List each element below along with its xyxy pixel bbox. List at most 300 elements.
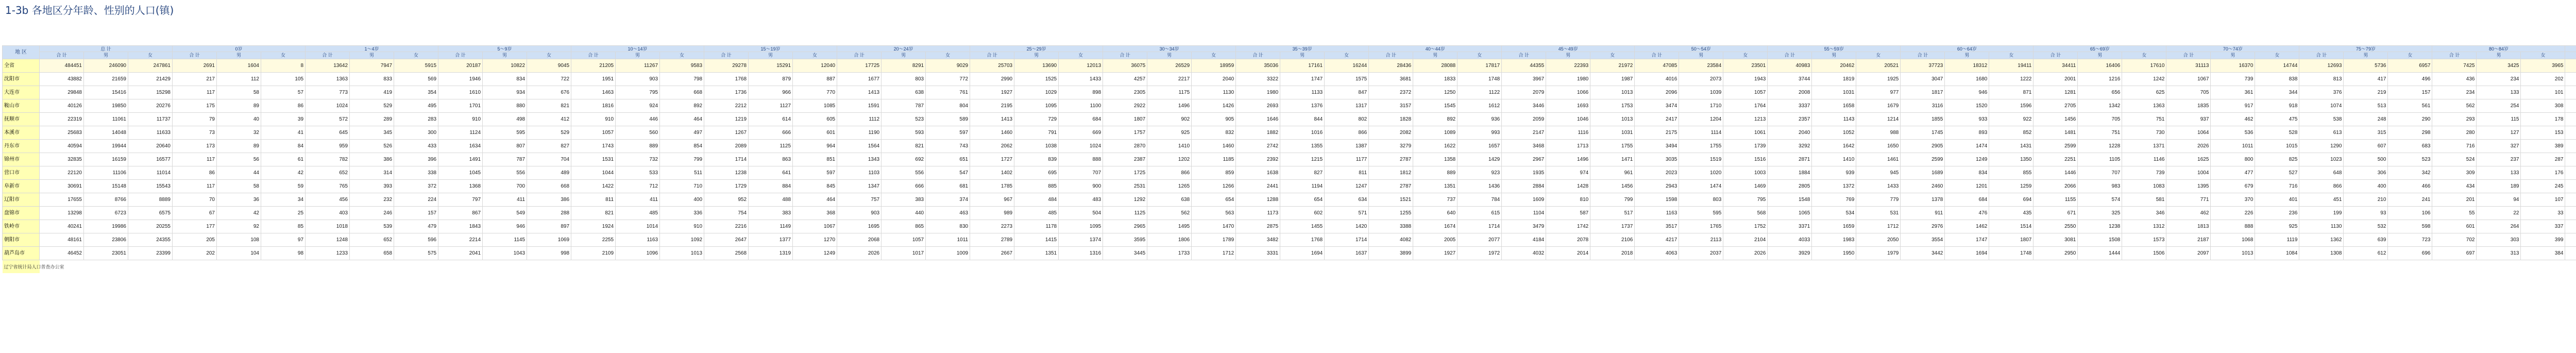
table-cell: 1609 bbox=[1502, 193, 1546, 207]
age-group-header: 75～79岁 bbox=[2299, 46, 2432, 52]
table-cell: 1316 bbox=[1059, 247, 1103, 260]
table-cell: 702 bbox=[2432, 233, 2477, 247]
table-cell: 936 bbox=[1458, 113, 1502, 126]
table-cell: 1693 bbox=[1546, 99, 1590, 113]
table-cell: 241 bbox=[2388, 193, 2432, 207]
table-cell: 1238 bbox=[704, 166, 749, 180]
table-cell: 638 bbox=[1147, 193, 1192, 207]
sex-subheader: 女 bbox=[1723, 52, 1768, 59]
sex-subheader: 男 bbox=[84, 52, 128, 59]
table-cell: 67 bbox=[173, 207, 217, 220]
table-cell: 1248 bbox=[306, 233, 350, 247]
table-cell: 105 bbox=[261, 73, 306, 86]
table-cell: 1057 bbox=[1723, 86, 1768, 99]
table-cell: 1596 bbox=[1989, 99, 2033, 113]
sex-subheader: 合 计 bbox=[571, 52, 616, 59]
table-cell: 524 bbox=[2432, 153, 2477, 166]
table-cell bbox=[2565, 113, 2576, 126]
table-cell: 795 bbox=[1723, 193, 1768, 207]
table-cell: 399 bbox=[2521, 233, 2565, 247]
table-cell: 533 bbox=[616, 166, 660, 180]
table-cell: 1446 bbox=[2033, 166, 2078, 180]
table-cell: 1972 bbox=[1458, 247, 1502, 260]
table-cell: 1215 bbox=[1280, 153, 1325, 166]
table-cell: 1024 bbox=[306, 99, 350, 113]
table-cell: 327 bbox=[2477, 140, 2521, 153]
table-cell: 2175 bbox=[1635, 126, 1679, 140]
table-cell: 16370 bbox=[2211, 59, 2255, 73]
sex-subheader: 男 bbox=[2078, 52, 2122, 59]
table-cell: 1085 bbox=[793, 99, 837, 113]
age-group-header: 总 计 bbox=[40, 46, 173, 52]
table-cell: 1460 bbox=[1192, 140, 1236, 153]
table-cell: 2387 bbox=[1103, 153, 1147, 166]
table-cell: 811 bbox=[1325, 166, 1369, 180]
table-cell: 1350 bbox=[1989, 153, 2033, 166]
table-cell: 1084 bbox=[2255, 247, 2299, 260]
table-cell: 2097 bbox=[2166, 247, 2211, 260]
table-cell: 2950 bbox=[2033, 247, 2078, 260]
table-cell: 3929 bbox=[1768, 247, 1812, 260]
table-cell: 93 bbox=[2344, 207, 2388, 220]
table-cell: 232 bbox=[350, 193, 394, 207]
table-cell: 2599 bbox=[2033, 140, 2078, 153]
table-cell: 17610 bbox=[2122, 59, 2166, 73]
table-cell: 224 bbox=[394, 193, 438, 207]
table-cell: 16244 bbox=[1325, 59, 1369, 73]
table-cell: 117 bbox=[173, 180, 217, 193]
table-cell: 40241 bbox=[40, 220, 84, 233]
table-cell: 264 bbox=[2477, 220, 2521, 233]
table-cell: 1130 bbox=[1192, 86, 1236, 99]
table-cell: 346 bbox=[2122, 207, 2166, 220]
table-cell: 25 bbox=[261, 207, 306, 220]
table-cell: 7947 bbox=[350, 59, 394, 73]
table-cell: 639 bbox=[2344, 233, 2388, 247]
table-cell: 892 bbox=[660, 99, 704, 113]
table-cell: 1701 bbox=[438, 99, 483, 113]
table-cell: 15416 bbox=[84, 86, 128, 99]
table-cell: 658 bbox=[350, 247, 394, 260]
table-cell bbox=[2565, 140, 2576, 153]
table-cell: 386 bbox=[527, 193, 571, 207]
table-cell: 903 bbox=[837, 207, 882, 220]
table-cell: 694 bbox=[1989, 193, 2033, 207]
table-cell: 1491 bbox=[438, 153, 483, 166]
table-cell: 28436 bbox=[1369, 59, 1413, 73]
table-cell: 648 bbox=[2299, 166, 2344, 180]
table-cell: 1342 bbox=[2078, 99, 2122, 113]
table-cell bbox=[2565, 166, 2576, 180]
table-cell: 1812 bbox=[1369, 166, 1413, 180]
table-cell: 1057 bbox=[882, 233, 926, 247]
table-cell: 1983 bbox=[1812, 233, 1856, 247]
sex-subheader: 合 计 bbox=[1502, 52, 1546, 59]
table-cell: 289 bbox=[350, 113, 394, 126]
table-cell: 803 bbox=[882, 73, 926, 86]
table-cell: 536 bbox=[2211, 126, 2255, 140]
table-cell: 436 bbox=[2432, 73, 2477, 86]
table-cell: 1015 bbox=[2255, 140, 2299, 153]
table-cell: 892 bbox=[1413, 113, 1458, 126]
table-cell: 730 bbox=[2122, 126, 2166, 140]
table-cell: 804 bbox=[926, 99, 970, 113]
table-cell: 2691 bbox=[173, 59, 217, 73]
table-cell: 39 bbox=[261, 113, 306, 126]
table-cell: 2109 bbox=[571, 247, 616, 260]
table-cell: 732 bbox=[616, 153, 660, 166]
sex-subheader: 合 计 bbox=[1901, 52, 1945, 59]
table-cell: 668 bbox=[660, 86, 704, 99]
table-cell: 1882 bbox=[1236, 126, 1280, 140]
table-cell: 925 bbox=[1147, 126, 1192, 140]
table-cell: 1564 bbox=[837, 140, 882, 153]
sex-subheader: 女 bbox=[1989, 52, 2033, 59]
table-cell: 21205 bbox=[571, 59, 616, 73]
table-cell: 1695 bbox=[837, 220, 882, 233]
table-cell: 597 bbox=[926, 126, 970, 140]
table-cell: 3468 bbox=[1502, 140, 1546, 153]
table-cell: 280 bbox=[2432, 126, 2477, 140]
table-cell: 32 bbox=[217, 126, 261, 140]
sex-subheader: 女 bbox=[2255, 52, 2299, 59]
table-cell: 523 bbox=[2388, 153, 2432, 166]
sex-subheader: 女 bbox=[1325, 52, 1369, 59]
table-cell: 2040 bbox=[1768, 126, 1812, 140]
sex-subheader: 男 bbox=[2344, 52, 2388, 59]
table-cell: 707 bbox=[2078, 166, 2122, 180]
table-cell: 17725 bbox=[837, 59, 882, 73]
table-cell: 417 bbox=[2344, 73, 2388, 86]
table-cell: 1089 bbox=[1413, 126, 1458, 140]
table-cell: 3445 bbox=[1103, 247, 1147, 260]
table-cell: 1884 bbox=[1768, 166, 1812, 180]
table-cell: 2216 bbox=[704, 220, 749, 233]
sex-subheader: 男 bbox=[1014, 52, 1059, 59]
table-cell: 1745 bbox=[1901, 126, 1945, 140]
table-cell: 1727 bbox=[970, 153, 1014, 166]
table-cell: 574 bbox=[2078, 193, 2122, 207]
table-cell: 2875 bbox=[1236, 220, 1280, 233]
age-group-header: 50～54岁 bbox=[1635, 46, 1768, 52]
table-cell bbox=[2565, 193, 2576, 207]
table-cell: 1319 bbox=[749, 247, 793, 260]
table-cell: 946 bbox=[1945, 86, 1989, 99]
table-cell: 707 bbox=[1059, 166, 1103, 180]
table-cell: 199 bbox=[2299, 207, 2344, 220]
table-cell: 1011 bbox=[926, 233, 970, 247]
table-cell: 3554 bbox=[1901, 233, 1945, 247]
region-name: 铁岭市 bbox=[3, 220, 40, 233]
table-cell: 1433 bbox=[1059, 73, 1103, 86]
table-cell: 1694 bbox=[1280, 247, 1325, 260]
table-cell: 12040 bbox=[793, 59, 837, 73]
table-cell: 1127 bbox=[749, 99, 793, 113]
table-cell: 1119 bbox=[2255, 233, 2299, 247]
table-cell: 484451 bbox=[40, 59, 84, 73]
table-cell: 2217 bbox=[1147, 73, 1192, 86]
table-cell: 1312 bbox=[2122, 220, 2166, 233]
table-cell: 751 bbox=[2122, 113, 2166, 126]
table-cell: 1742 bbox=[1546, 220, 1590, 233]
table-cell: 374 bbox=[926, 193, 970, 207]
table-cell: 1785 bbox=[970, 180, 1014, 193]
table-cell: 692 bbox=[882, 153, 926, 166]
table-cell: 1531 bbox=[571, 153, 616, 166]
table-cell: 41 bbox=[261, 126, 306, 140]
table-cell: 101 bbox=[2521, 86, 2565, 99]
table-cell: 751 bbox=[2078, 126, 2122, 140]
age-group-header: 20～24岁 bbox=[837, 46, 970, 52]
table-cell: 563 bbox=[1192, 207, 1236, 220]
sex-subheader: 女 bbox=[2388, 52, 2432, 59]
table-row bbox=[3, 99, 2576, 113]
table-cell: 838 bbox=[2255, 73, 2299, 86]
table-cell: 1368 bbox=[438, 180, 483, 193]
table-cell: 539 bbox=[350, 220, 394, 233]
table-cell: 1351 bbox=[1413, 180, 1458, 193]
age-group-header: 80～84岁 bbox=[2432, 46, 2565, 52]
table-cell: 25683 bbox=[40, 126, 84, 140]
table-cell: 1233 bbox=[306, 247, 350, 260]
table-cell: 1029 bbox=[1014, 86, 1059, 99]
table-cell: 595 bbox=[1679, 207, 1723, 220]
table-cell: 705 bbox=[2166, 86, 2211, 99]
table-cell: 613 bbox=[2299, 126, 2344, 140]
table-cell: 911 bbox=[1901, 207, 1945, 220]
table-cell bbox=[2565, 59, 2576, 73]
table-cell: 2062 bbox=[970, 140, 1014, 153]
sex-subheader: 女 bbox=[527, 52, 571, 59]
sex-subheader: 男 bbox=[1546, 52, 1590, 59]
table-cell: 451 bbox=[2299, 193, 2344, 207]
table-cell: 16577 bbox=[128, 153, 173, 166]
table-cell: 1455 bbox=[1280, 220, 1325, 233]
table-cell: 106 bbox=[2388, 207, 2432, 220]
table-cell: 476 bbox=[1945, 207, 1989, 220]
table-cell: 1927 bbox=[1413, 247, 1458, 260]
table-cell: 245 bbox=[2521, 180, 2565, 193]
table-cell: 8 bbox=[261, 59, 306, 73]
table-cell: 1729 bbox=[704, 180, 749, 193]
table-cell: 867 bbox=[438, 207, 483, 220]
table-cell: 1413 bbox=[970, 113, 1014, 126]
table-cell: 15543 bbox=[128, 180, 173, 193]
table-cell: 683 bbox=[2388, 140, 2432, 153]
table-row bbox=[3, 207, 2576, 220]
table-cell: 2693 bbox=[1236, 99, 1280, 113]
table-cell: 757 bbox=[837, 193, 882, 207]
region-name: 沈阳市 bbox=[3, 73, 40, 86]
table-cell: 2805 bbox=[1768, 180, 1812, 193]
table-cell: 863 bbox=[749, 153, 793, 166]
table-cell: 1725 bbox=[1103, 166, 1147, 180]
table-cell: 17655 bbox=[40, 193, 84, 207]
table-cell: 1828 bbox=[1369, 113, 1413, 126]
table-cell: 2787 bbox=[1369, 153, 1413, 166]
table-cell: 1943 bbox=[1723, 73, 1768, 86]
table-cell: 937 bbox=[2166, 113, 2211, 126]
table-row bbox=[3, 140, 2576, 153]
table-cell: 560 bbox=[616, 126, 660, 140]
table-cell: 2976 bbox=[1901, 220, 1945, 233]
age-group-header: 25～29岁 bbox=[970, 46, 1103, 52]
table-cell: 4063 bbox=[1635, 247, 1679, 260]
table-cell: 1789 bbox=[1192, 233, 1236, 247]
table-cell: 634 bbox=[1325, 193, 1369, 207]
table-cell: 1064 bbox=[2166, 126, 2211, 140]
table-cell: 1843 bbox=[438, 220, 483, 233]
table-cell: 496 bbox=[2388, 73, 2432, 86]
table-cell: 595 bbox=[483, 126, 527, 140]
table-cell: 4016 bbox=[1635, 73, 1679, 86]
table-cell: 1807 bbox=[1989, 233, 2033, 247]
table-cell: 529 bbox=[350, 99, 394, 113]
table-cell: 712 bbox=[616, 180, 660, 193]
table-cell: 2026 bbox=[837, 247, 882, 260]
table-cell: 479 bbox=[394, 220, 438, 233]
table-cell: 1095 bbox=[1014, 99, 1059, 113]
table-cell: 1250 bbox=[1413, 86, 1458, 99]
table-cell: 1733 bbox=[1147, 247, 1192, 260]
table-cell: 483 bbox=[1059, 193, 1103, 207]
table-cell: 1935 bbox=[1502, 166, 1546, 180]
table-cell: 466 bbox=[2388, 180, 2432, 193]
table-cell: 11737 bbox=[128, 113, 173, 126]
table-row bbox=[3, 86, 2576, 99]
table-cell: 754 bbox=[704, 207, 749, 220]
table-cell: 36075 bbox=[1103, 59, 1147, 73]
table-row bbox=[3, 193, 2576, 207]
table-cell: 308 bbox=[2521, 99, 2565, 113]
table-cell: 2705 bbox=[2033, 99, 2078, 113]
table-cell: 342 bbox=[2388, 166, 2432, 180]
population-table bbox=[2, 45, 2576, 273]
table-cell: 354 bbox=[394, 86, 438, 99]
table-cell: 933 bbox=[1945, 113, 1989, 126]
table-cell: 1143 bbox=[1812, 113, 1856, 126]
table-cell: 527 bbox=[2255, 166, 2299, 180]
sex-subheader: 合 计 bbox=[2432, 52, 2477, 59]
table-cell: 893 bbox=[1945, 126, 1989, 140]
table-cell: 234 bbox=[2477, 73, 2521, 86]
table-cell: 1855 bbox=[1901, 113, 1945, 126]
table-cell: 33 bbox=[2521, 207, 2565, 220]
table-cell: 2392 bbox=[1236, 153, 1280, 166]
table-cell: 1213 bbox=[1723, 113, 1768, 126]
region-name: 本溪市 bbox=[3, 126, 40, 140]
table-cell: 716 bbox=[2255, 180, 2299, 193]
table-cell: 1238 bbox=[2078, 220, 2122, 233]
table-cell: 1422 bbox=[571, 180, 616, 193]
table-cell: 1092 bbox=[660, 233, 704, 247]
table-cell: 710 bbox=[660, 180, 704, 193]
table-cell: 23584 bbox=[1679, 59, 1723, 73]
table-cell: 598 bbox=[2388, 220, 2432, 233]
table-cell: 234 bbox=[2432, 86, 2477, 99]
table-cell: 2870 bbox=[1103, 140, 1147, 153]
table-cell: 697 bbox=[2432, 247, 2477, 260]
sex-subheader: 女 bbox=[1059, 52, 1103, 59]
table-cell: 1259 bbox=[1989, 180, 2033, 193]
table-cell: 810 bbox=[1546, 193, 1590, 207]
table-cell: 61 bbox=[261, 153, 306, 166]
table-cell: 568 bbox=[1723, 207, 1768, 220]
table-cell: 2943 bbox=[1635, 180, 1679, 193]
sex-subheader: 男 bbox=[1679, 52, 1723, 59]
table-cell: 1410 bbox=[1812, 153, 1856, 166]
region-name: 抚顺市 bbox=[3, 113, 40, 126]
sex-subheader: 男 bbox=[350, 52, 394, 59]
table-cell: 651 bbox=[926, 153, 970, 166]
sex-subheader: 女 bbox=[2122, 52, 2166, 59]
table-cell: 1100 bbox=[1059, 99, 1103, 113]
table-cell: 640 bbox=[1413, 207, 1458, 220]
table-cell: 2871 bbox=[1768, 153, 1812, 166]
table-cell: 3482 bbox=[1236, 233, 1280, 247]
table-cell: 246 bbox=[350, 207, 394, 220]
table-cell: 383 bbox=[749, 207, 793, 220]
table-cell: 1739 bbox=[1723, 140, 1768, 153]
table-cell: 1950 bbox=[1812, 247, 1856, 260]
table-cell: 1444 bbox=[2078, 247, 2122, 260]
table-cell: 2372 bbox=[1369, 86, 1413, 99]
table-cell: 1267 bbox=[704, 126, 749, 140]
table-cell: 1066 bbox=[1546, 86, 1590, 99]
table-cell: 834 bbox=[483, 73, 527, 86]
table-cell: 1415 bbox=[1014, 233, 1059, 247]
table-cell: 288 bbox=[527, 207, 571, 220]
table-cell: 2018 bbox=[1590, 247, 1635, 260]
table-cell: 769 bbox=[1812, 193, 1856, 207]
table-cell: 803 bbox=[1679, 193, 1723, 207]
table-cell: 393 bbox=[350, 180, 394, 193]
table-cell: 37723 bbox=[1901, 59, 1945, 73]
table-cell: 2742 bbox=[1236, 140, 1280, 153]
table-cell: 1266 bbox=[1192, 180, 1236, 193]
table-cell: 1755 bbox=[1679, 140, 1723, 153]
region-name: 丹东市 bbox=[3, 140, 40, 153]
table-cell: 86 bbox=[261, 99, 306, 113]
table-cell: 7425 bbox=[2432, 59, 2477, 73]
age-group-header: 1～4岁 bbox=[306, 46, 438, 52]
table-cell: 668 bbox=[527, 180, 571, 193]
table-cell: 1228 bbox=[2078, 140, 2122, 153]
table-cell: 56 bbox=[217, 153, 261, 166]
region-name: 辽阳市 bbox=[3, 193, 40, 207]
table-cell: 1044 bbox=[571, 166, 616, 180]
table-cell: 910 bbox=[571, 113, 616, 126]
table-cell: 779 bbox=[1856, 193, 1901, 207]
table-cell: 1155 bbox=[2033, 193, 2078, 207]
footnote-spacer bbox=[40, 260, 2576, 274]
table-row bbox=[3, 59, 2576, 73]
table-cell: 571 bbox=[1325, 207, 1369, 220]
table-row bbox=[3, 180, 2576, 193]
table-cell: 1043 bbox=[483, 247, 527, 260]
table-cell: 1460 bbox=[970, 126, 1014, 140]
table-cell: 175 bbox=[173, 99, 217, 113]
table-cell: 859 bbox=[1192, 166, 1236, 180]
age-group-header bbox=[2565, 46, 2576, 52]
table-cell: 1013 bbox=[1590, 113, 1635, 126]
table-cell: 2037 bbox=[1679, 247, 1723, 260]
table-cell: 205 bbox=[173, 233, 217, 247]
table-cell: 1130 bbox=[2299, 220, 2344, 233]
table-cell: 403 bbox=[306, 207, 350, 220]
sex-subheader: 合 计 bbox=[704, 52, 749, 59]
table-cell: 1714 bbox=[1325, 233, 1369, 247]
